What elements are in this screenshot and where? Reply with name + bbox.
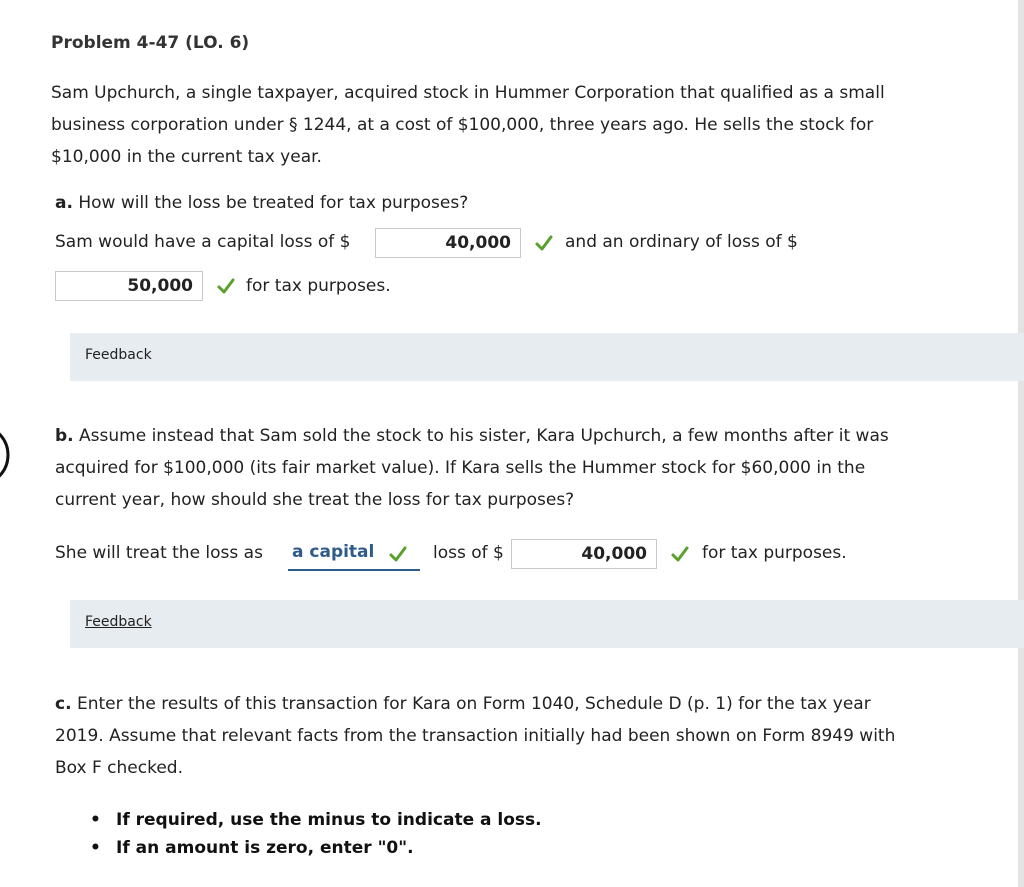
feedback-panel-a[interactable]	[70, 333, 1024, 381]
part-b-question	[55, 420, 889, 516]
feedback-panel-b[interactable]	[70, 600, 1024, 648]
problem-intro	[51, 77, 981, 173]
part-b-letter: b.	[55, 426, 74, 446]
loss-type-dropdown[interactable]	[288, 539, 420, 571]
bullet-icon: •	[90, 838, 101, 858]
correct-check-icon	[388, 544, 408, 564]
part-c-question-line: 2019. Assume that relevant facts from the transaction initially had been shown on Form 8949 with	[55, 726, 896, 746]
part-c-question	[55, 688, 895, 784]
correct-check-icon	[216, 276, 236, 296]
intro-line: $10,000 in the current tax year.	[51, 147, 322, 167]
part-a-ordinary-label: and an ordinary of loss of $	[565, 232, 798, 252]
instructions-list	[90, 806, 542, 862]
part-c-question-line: Enter the results of this transaction for Kara on Form 1040, Schedule D (p. 1) for the tax year	[76, 694, 871, 714]
part-b-question-line: current year, how should she treat the loss for tax purposes?	[55, 490, 575, 510]
capital-loss-input[interactable]: 40,000	[375, 228, 521, 258]
instruction-text: If required, use the minus to indicate a loss.	[116, 810, 542, 830]
feedback-toggle[interactable]: Feedback	[85, 614, 152, 630]
part-b-amount-label: loss of $	[433, 543, 504, 563]
part-c-question-line: Box F checked.	[55, 758, 184, 778]
list-item	[90, 806, 542, 834]
scrollbar-track[interactable]	[1018, 0, 1024, 887]
part-a-letter: a.	[55, 193, 73, 213]
part-a-capital-label: Sam would have a capital loss of $	[55, 232, 351, 252]
instruction-text: If an amount is zero, enter "0".	[116, 838, 414, 858]
part-a-question	[55, 193, 468, 213]
correct-check-icon	[534, 233, 554, 253]
part-b-question-line: Assume instead that Sam sold the stock to his sister, Kara Upchurch, a few months after it was	[79, 426, 889, 446]
part-b-question-line: acquired for $100,000 (its fair market value). If Kara sells the Hummer stock for $60,000 in the	[55, 458, 866, 478]
part-b-select-label: She will treat the loss as	[55, 543, 263, 563]
loss-type-value: a capital	[292, 542, 375, 562]
part-c-letter: c.	[55, 694, 72, 714]
bullet-icon: •	[90, 810, 101, 830]
list-item	[90, 834, 542, 862]
part-b-loss-input[interactable]: 40,000	[511, 539, 657, 569]
feedback-toggle[interactable]: Feedback	[85, 347, 152, 363]
correct-check-icon	[670, 544, 690, 564]
ordinary-loss-input[interactable]: 50,000	[55, 271, 203, 301]
part-a-question-text: How will the loss be treated for tax purposes?	[78, 193, 469, 213]
part-b-tail: for tax purposes.	[702, 543, 847, 563]
intro-line: business corporation under § 1244, at a cost of $100,000, three years ago. He sells the stock for	[51, 115, 874, 135]
edge-arc-decoration	[0, 420, 20, 490]
part-a-tail: for tax purposes.	[246, 276, 391, 296]
problem-title: Problem 4-47 (LO. 6)	[51, 33, 250, 53]
intro-line: Sam Upchurch, a single taxpayer, acquired stock in Hummer Corporation that qualified as a small	[51, 83, 885, 103]
